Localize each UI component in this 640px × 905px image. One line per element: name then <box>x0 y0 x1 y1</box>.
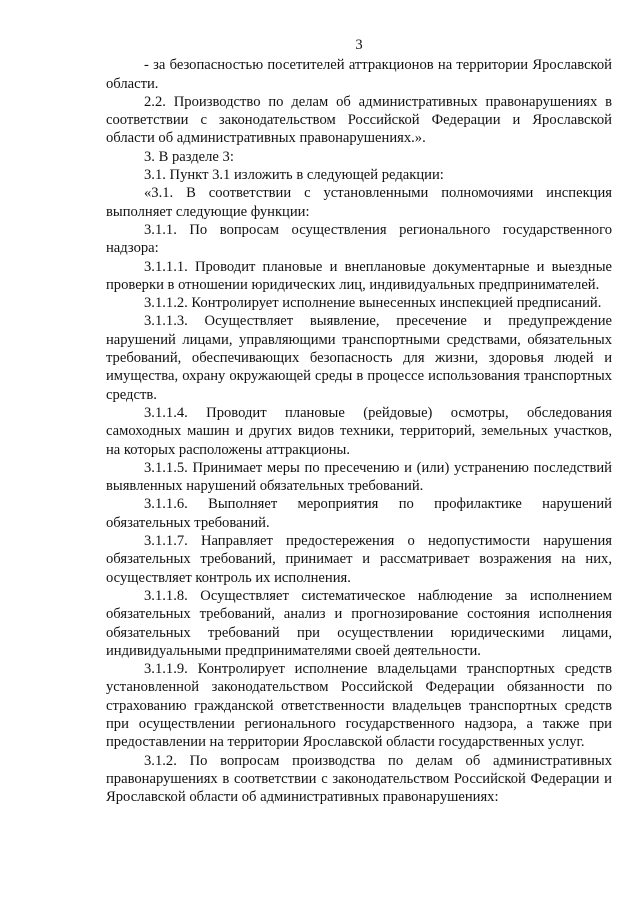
paragraph-3-1-1-4: 3.1.1.4. Проводит плановые (рейдовые) осмотры, обследования самоходных машин и других видов техники, территорий, земельных участков, на которых расположены аттракционы. <box>106 404 612 458</box>
paragraph-3-1-quoted: «3.1. В соответствии с установленными полномочиями инспекция выполняет следующие функции: <box>106 185 612 220</box>
paragraph-3: 3. В разделе 3: <box>144 148 234 165</box>
paragraph-3-1-1-6: 3.1.1.6. Выполняет мероприятия по профилактике нарушений обязательных требований. <box>106 496 612 531</box>
paragraph-3-1-1-3: 3.1.1.3. Осуществляет выявление, пресечение и предупреждение нарушений лицами, управляющими транспортными средствами, обязательных требований, обеспечивающих безопасность для жизни, здоровья людей и имущества, охрану окружающей среды в процессе использования транспортных средств. <box>106 313 612 403</box>
paragraph-3-1-1-7: 3.1.1.7. Направляет предостережения о недопустимости нарушения обязательных требований, принимает и рассматривает возражения на них, осуществляет контроль их исполнения. <box>106 533 612 586</box>
paragraph-3-1-1-2: 3.1.1.2. Контролирует исполнение вынесенных инспекцией предписаний. <box>144 295 602 312</box>
paragraph-3-1: 3.1. Пункт 3.1 изложить в следующей редакции: <box>144 167 444 184</box>
page-number: 3 <box>355 37 363 53</box>
paragraph-3-1-1-8: 3.1.1.8. Осуществляет систематическое наблюдение за исполнением обязательных требований, анализ и прогнозирование состояния исполнения обязательных требований при осуществлении юридическими лицами, индивидуальными предпринимателями своей деятельности. <box>106 587 612 659</box>
paragraph-3-1-1-9: 3.1.1.9. Контролирует исполнение владельцами транспортных средств установленной законодательством Российской Федерации обязанности по страхованию гражданской ответственности владельцев транспортных средств при осуществлении регионального государственного надзора, а также при предоставлении на территории Ярославской области государственных услуг. <box>106 661 612 751</box>
paragraph-2-2: 2.2. Производство по делам об административных правонарушениях в соответствии с законодательством Российской Федерации и Ярославской области об административных правонарушениях.». <box>106 93 612 147</box>
document-page <box>106 36 612 806</box>
paragraph-3-1-2: 3.1.2. По вопросам производства по делам об административных правонарушениях в соответствии с законодательством Российской Федерации и Ярославской области об административных правонарушениях: <box>106 752 612 806</box>
paragraph-item-safety-visitors: - за безопасностью посетителей аттракционов на территории Ярославской области. <box>106 57 612 92</box>
paragraph-3-1-1: 3.1.1. По вопросам осуществления регионального государственного надзора: <box>106 221 612 257</box>
paragraph-3-1-1-1: 3.1.1.1. Проводит плановые и внеплановые документарные и выездные проверки в отношении юридических лиц, индивидуальных предпринимателей. <box>106 258 612 293</box>
paragraph-3-1-1-5: 3.1.1.5. Принимает меры по пресечению и (или) устранению последствий выявленных нарушений обязательных требований. <box>106 459 612 495</box>
